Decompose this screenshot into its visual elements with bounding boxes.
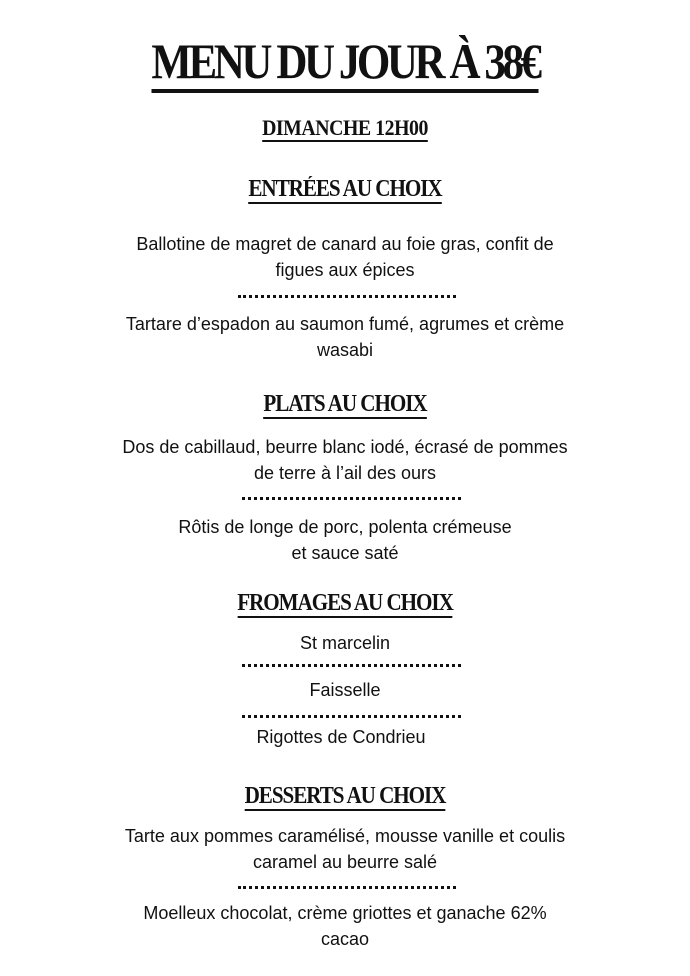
menu-item-line: cacao [320,929,370,949]
menu-item-line: Moelleux chocolat, crème griottes et ganache 62% [143,903,547,923]
menu-item-line: caramel au beurre salé [252,852,438,872]
menu-item-dessert-2 [0,900,690,952]
menu-item-line: de terre à l’ail des ours [253,463,437,483]
menu-item-fromage-1 [0,630,690,656]
section-heading-plats: PLATS AU CHOIX [263,391,427,417]
menu-item-line: Faisselle [309,680,381,700]
menu-item-line: Tarte aux pommes caramélisé, mousse vanille et coulis [124,826,566,846]
menu-title: MENU DU JOUR À 38€ [48,30,641,92]
menu-item-fromage-3 [0,724,686,750]
menu-item-line: Rigottes de Condrieu [256,727,426,747]
dotted-separator [242,664,461,667]
menu-item-plat-2 [0,514,690,566]
menu-item-fromage-2 [0,677,690,703]
dotted-separator [238,886,456,889]
menu-item-line: Rôtis de longe de porc, polenta crémeuse [178,517,512,537]
menu-item-line: St marcelin [299,633,391,653]
menu-item-line: Dos de cabillaud, beurre blanc iodé, écrasé de pommes [122,437,568,457]
menu-item-line: figues aux épices [275,260,415,280]
menu-item-line: Ballotine de magret de canard au foie gras, confit de [136,234,554,254]
section-heading-desserts: DESSERTS AU CHOIX [244,783,446,809]
menu-item-entree-1 [0,231,690,283]
menu-item-line: Tartare d’espadon au saumon fumé, agrumes et crème [125,314,565,334]
section-heading-entrees: ENTRÉES AU CHOIX [248,176,442,202]
menu-item-plat-1 [0,434,690,486]
dotted-separator [242,715,461,718]
menu-item-line: wasabi [316,340,374,360]
dotted-separator [238,295,456,298]
menu-item-entree-2 [0,311,690,363]
menu-subtitle: DIMANCHE 12H00 [262,115,428,140]
menu-item-dessert-1 [0,823,690,875]
menu-item-line: et sauce saté [291,543,399,563]
dotted-separator [242,497,461,500]
section-heading-fromages: FROMAGES AU CHOIX [237,590,453,616]
